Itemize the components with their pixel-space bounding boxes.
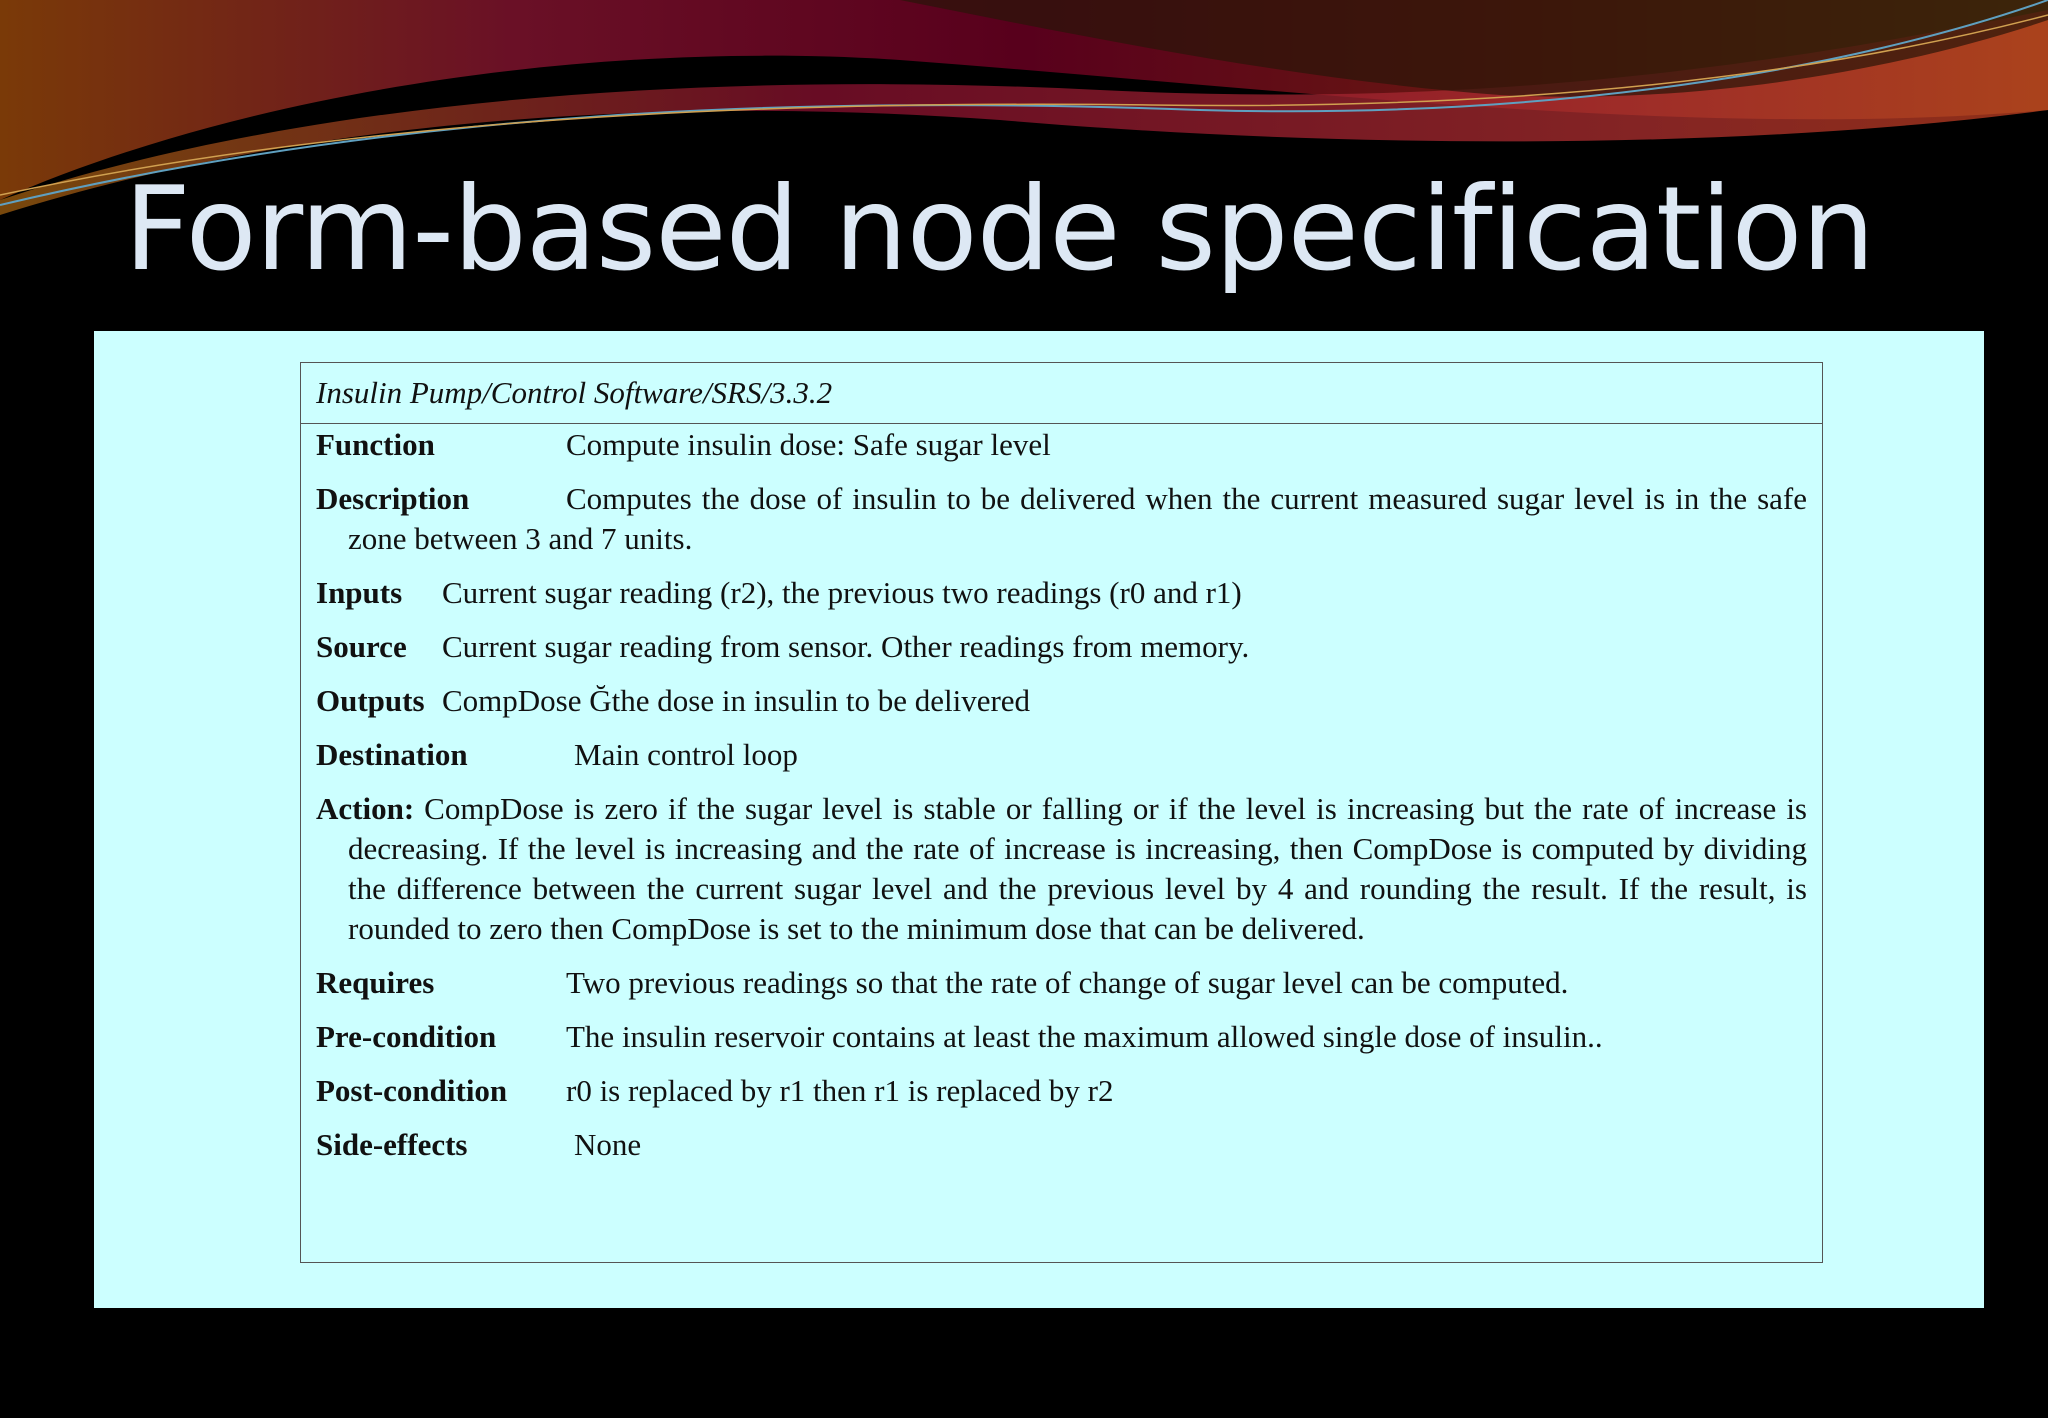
field-label: Inputs [316, 575, 403, 610]
field-label: Post-condition [316, 1073, 508, 1108]
field-value: CompDose Ğthe dose in insulin to be delivered [442, 683, 1031, 718]
form-header: Insulin Pump/Control Software/SRS/3.3.2 [301, 363, 1822, 424]
field-value: Two previous readings so that the rate of change of sugar level can be computed. [566, 965, 1569, 1000]
field-source [316, 627, 1807, 667]
specification-panel [94, 331, 1984, 1308]
field-value: CompDose is zero if the sugar level is stable or falling or if the level is increasing but the rate of increase is decreasing. If the level is increasing and the rate of increase is increasing, then CompDose is computed by dividing the difference between the current sugar level and the previous level by 4 and rounding the result. If the result, is rounded to zero then CompDose is set to the minimum dose that can be delivered. [348, 791, 1807, 946]
field-value: Compute insulin dose: Safe sugar level [566, 427, 1051, 462]
field-label: Source [316, 629, 407, 664]
field-destination [316, 735, 1807, 775]
field-value: The insulin reservoir contains at least the maximum allowed single dose of insulin.. [566, 1019, 1603, 1054]
field-side-effects [316, 1125, 1807, 1165]
form-body [301, 425, 1822, 1165]
field-label: Requires [316, 965, 435, 1000]
field-label: Action: [316, 791, 415, 826]
specification-form [300, 362, 1823, 1263]
field-label: Function [316, 427, 435, 462]
field-label: Destination [316, 737, 468, 772]
field-value: Current sugar reading from sensor. Other readings from memory. [442, 629, 1250, 664]
field-label: Outputs [316, 683, 425, 718]
slide-title: Form-based node specification [124, 162, 1875, 297]
field-pre-condition [316, 1017, 1807, 1057]
field-value: r0 is replaced by r1 then r1 is replaced by r2 [566, 1073, 1114, 1108]
field-description [316, 479, 1807, 559]
field-label: Pre-condition [316, 1019, 497, 1054]
field-label: Side-effects [316, 1127, 468, 1162]
field-value: Computes the dose of insulin to be delivered when the current measured sugar level is in the safe zone between 3 and 7 units. [348, 481, 1807, 556]
field-function [316, 425, 1807, 465]
field-value: Main control loop [574, 737, 798, 772]
field-label: Description [316, 481, 470, 516]
field-outputs [316, 681, 1807, 721]
field-action [316, 789, 1807, 949]
field-post-condition [316, 1071, 1807, 1111]
field-value: None [574, 1127, 642, 1162]
field-value: Current sugar reading (r2), the previous two readings (r0 and r1) [442, 575, 1242, 610]
field-inputs [316, 573, 1807, 613]
field-requires [316, 963, 1807, 1003]
